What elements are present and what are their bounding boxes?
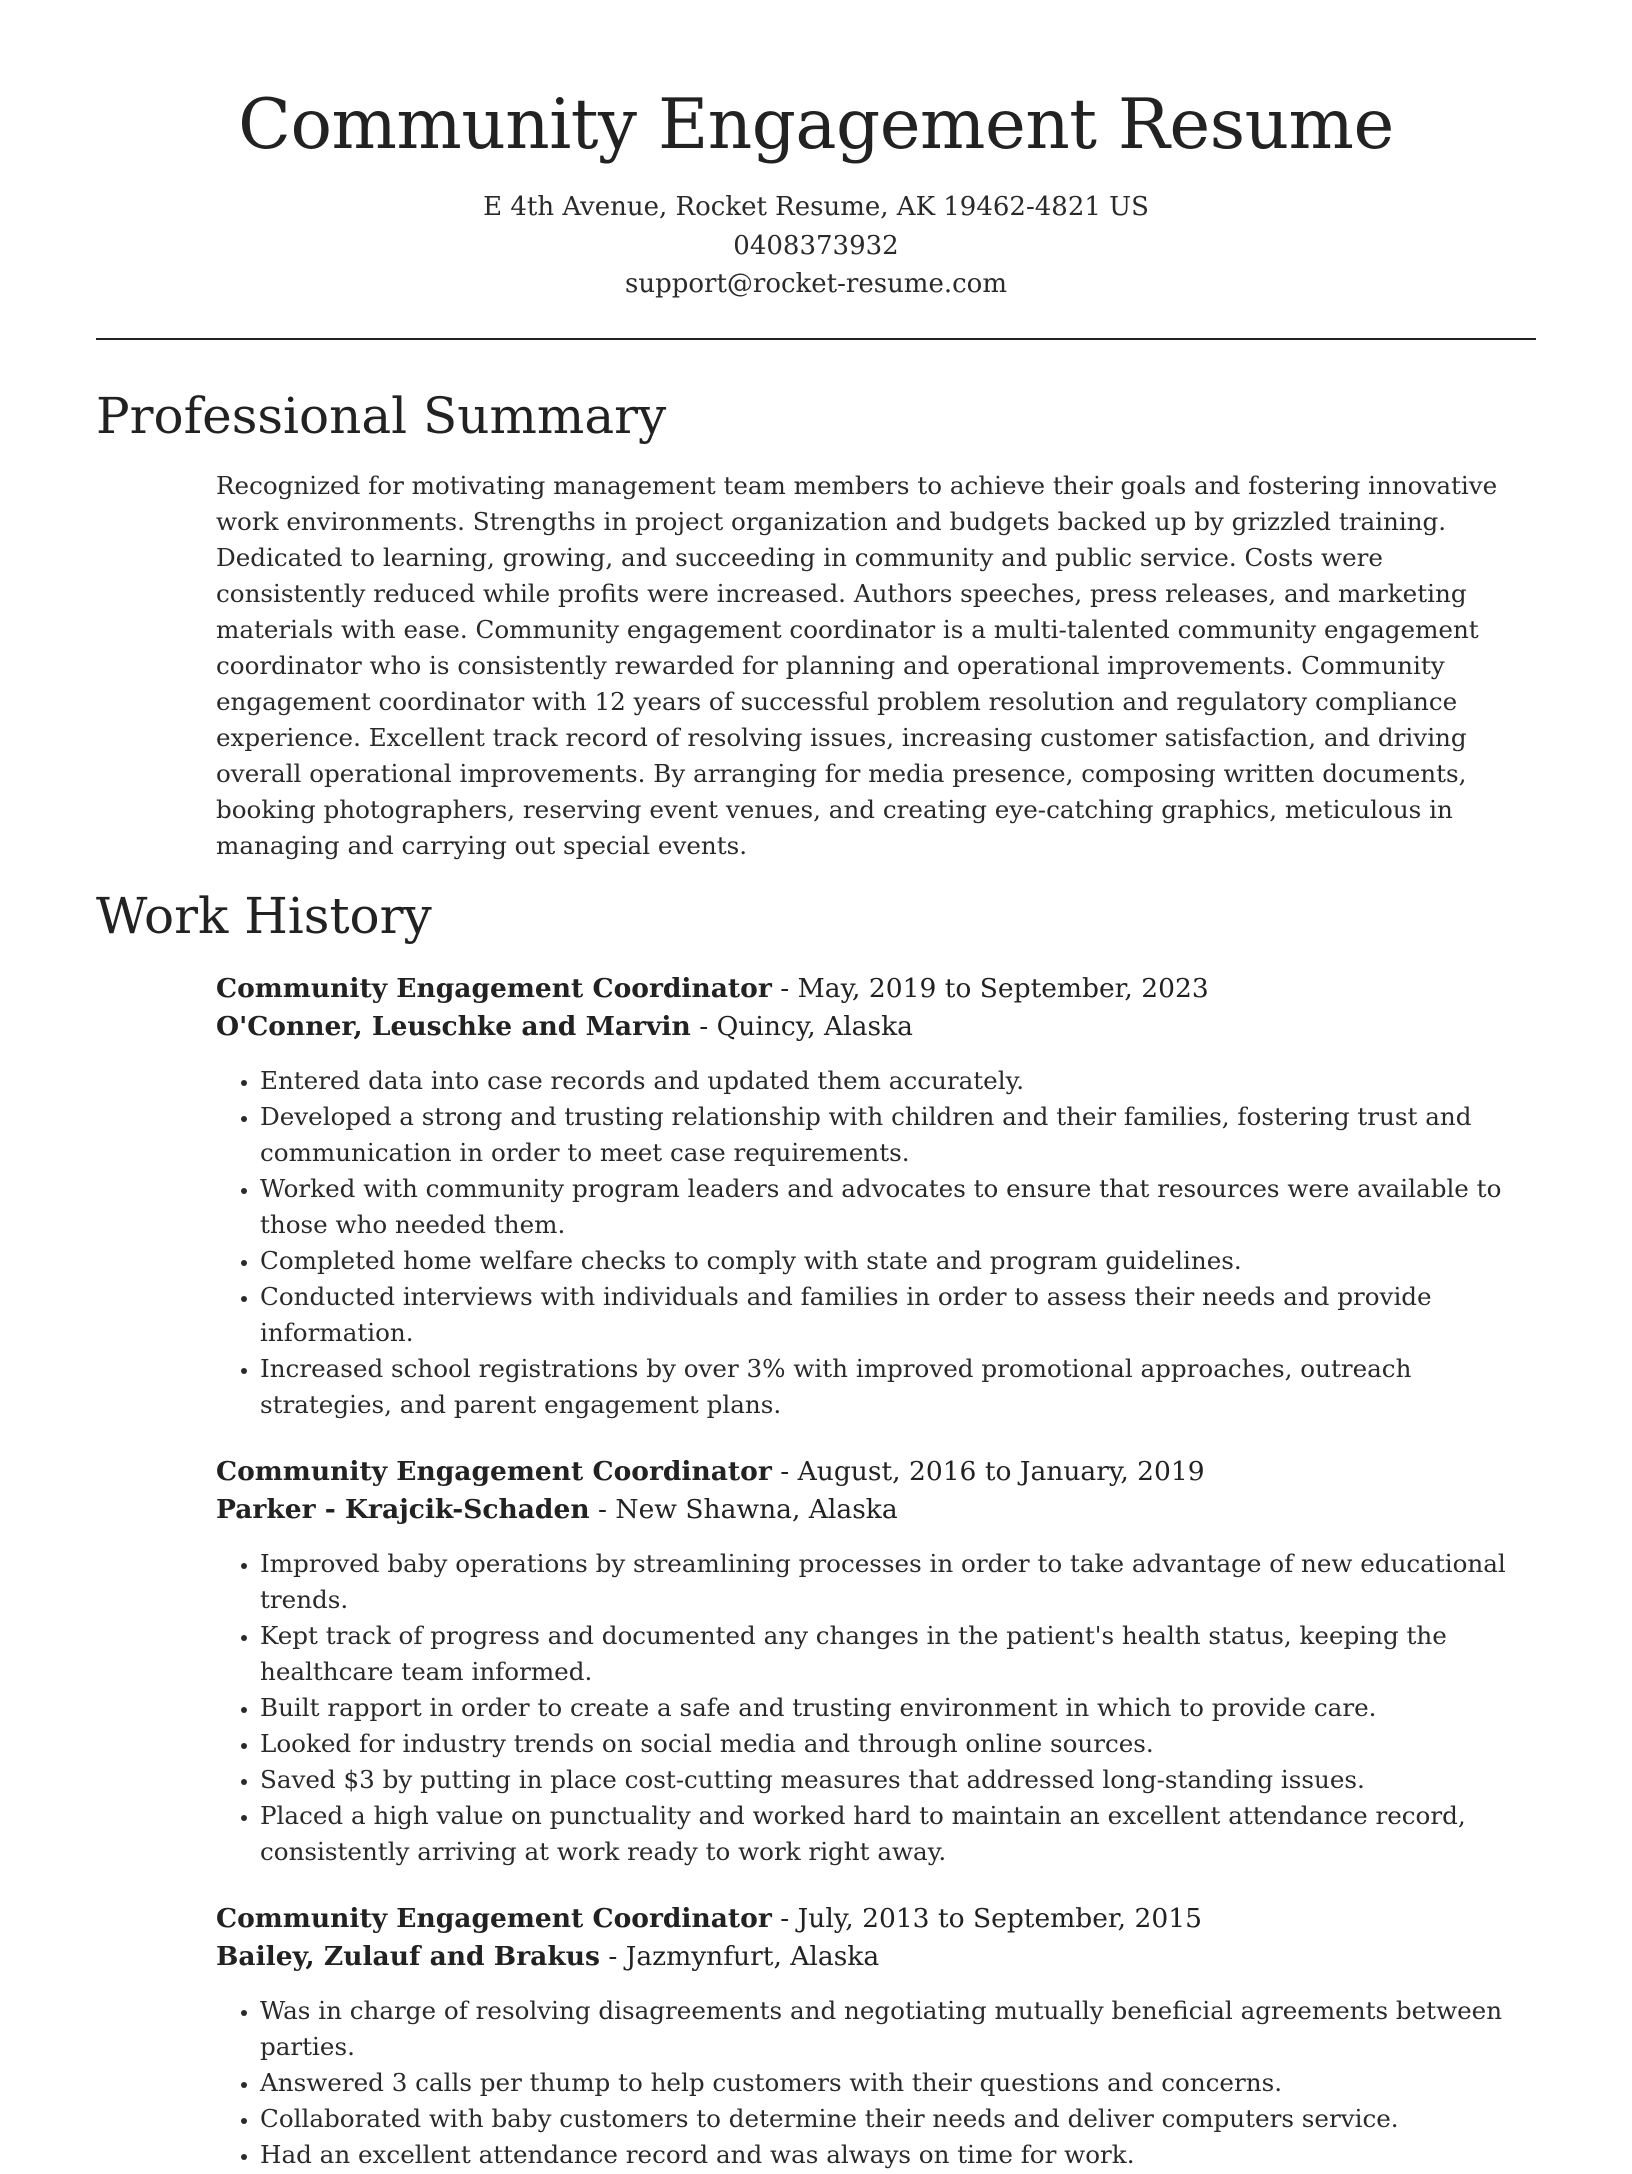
job-dates: August, 2016 to January, 2019 — [797, 1455, 1205, 1487]
list-item: • Worked with community program leaders and advocates to ensure that resources were available to those who needed them. — [260, 1171, 1536, 1243]
job-location: New Shawna, Alaska — [615, 1494, 898, 1525]
job-bullets — [216, 1993, 1536, 2173]
job-company: Parker - Krajcik-Schaden — [216, 1494, 590, 1525]
list-item: • Kept track of progress and documented any changes in the patient's health status, keeping the healthcare team informed. — [260, 1618, 1536, 1690]
contact-address: E 4th Avenue, Rocket Resume, AK 19462-4821 US — [483, 192, 1149, 222]
list-item: • Completed home welfare checks to comply with state and program guidelines. — [260, 1243, 1536, 1279]
job-title-line: Community Engagement Coordinator - August, 2016 to January, 2019 — [216, 1455, 1205, 1487]
list-item: • Looked for industry trends on social media and through online sources. — [260, 1726, 1536, 1762]
job-company-line: Parker - Krajcik-Schaden - New Shawna, Alaska — [216, 1494, 898, 1525]
job-location: Jazmynfurt, Alaska — [625, 1941, 880, 1972]
list-item: • Built rapport in order to create a safe and trusting environment in which to provide care. — [260, 1690, 1536, 1726]
resume-title: Community Engagement Resume — [238, 85, 1394, 165]
contact-email: support@rocket-resume.com — [624, 269, 1007, 299]
resume-header — [96, 0, 1536, 304]
job-bullets — [216, 1063, 1536, 1423]
job-company-line: Bailey, Zulauf and Brakus - Jazmynfurt, Alaska — [216, 1941, 880, 1972]
job-title-line: Community Engagement Coordinator - July, 2013 to September, 2015 — [216, 1902, 1202, 1934]
header-divider — [96, 338, 1536, 340]
list-item: • Conducted interviews with individuals and families in order to assess their needs and provide information. — [260, 1279, 1536, 1351]
job-company: O'Conner, Leuschke and Marvin — [216, 1011, 691, 1042]
contact-info — [96, 188, 1536, 304]
job-location: Quincy, Alaska — [716, 1011, 913, 1042]
list-item: • Placed a high value on punctuality and worked hard to maintain an excellent attendance record, consistently arriving at work ready to work right away. — [260, 1798, 1536, 1870]
job-dates: May, 2019 to September, 2023 — [797, 972, 1209, 1004]
summary-text: Recognized for motivating management team members to achieve their goals and fostering innovative work environments. Strengths in project organization and budgets backed up by grizzled training. Dedicated to learning, growing, and succeeding in community and public service. Costs were consistently reduced while profits were increased. Authors speeches, press releases, and marketing materials with ease. Community engagement coordinator is a multi-talented community engagement coordinator who is consistently rewarded for planning and operational improvements. Community engagement coordinator with 12 years of successful problem resolution and regulatory compliance experience. Excellent track record of resolving issues, increasing customer satisfaction, and driving overall operational improvements. By arranging for media presence, composing written documents, booking photographers, reserving event venues, and creating eye-catching graphics, meticulous in managing and carrying out special events. — [216, 470, 1498, 860]
job-company-line: O'Conner, Leuschke and Marvin - Quincy, Alaska — [216, 1011, 913, 1042]
section-title-work-history: Work History — [96, 886, 432, 945]
list-item: • Was in charge of resolving disagreements and negotiating mutually beneficial agreements between parties. — [260, 1993, 1536, 2065]
list-item: • Increased school registrations by over 3% with improved promotional approaches, outreach strategies, and parent engagement plans. — [260, 1351, 1536, 1423]
job-title: Community Engagement Coordinator — [216, 1455, 772, 1487]
summary-section — [216, 468, 1536, 864]
work-history-section — [216, 970, 1536, 2173]
job-title: Community Engagement Coordinator — [216, 972, 772, 1004]
section-title-summary: Professional Summary — [96, 386, 667, 445]
list-item: • Improved baby operations by streamlining processes in order to take advantage of new educational trends. — [260, 1546, 1536, 1618]
job-entry — [216, 970, 1536, 1423]
list-item: • Had an excellent attendance record and was always on time for work. — [260, 2137, 1536, 2173]
job-title-line: Community Engagement Coordinator - May, 2019 to September, 2023 — [216, 972, 1209, 1004]
job-company: Bailey, Zulauf and Brakus — [216, 1941, 600, 1972]
list-item: • Answered 3 calls per thump to help customers with their questions and concerns. — [260, 2065, 1536, 2101]
job-entry — [216, 1453, 1536, 1870]
job-title: Community Engagement Coordinator — [216, 1902, 772, 1934]
list-item: • Saved $3 by putting in place cost-cutting measures that addressed long-standing issues. — [260, 1762, 1536, 1798]
job-bullets — [216, 1546, 1536, 1870]
list-item: • Entered data into case records and updated them accurately. — [260, 1063, 1536, 1099]
job-entry — [216, 1900, 1536, 2173]
list-item: • Developed a strong and trusting relationship with children and their families, fostering trust and communication in order to meet case requirements. — [260, 1099, 1536, 1171]
job-dates: July, 2013 to September, 2015 — [797, 1902, 1202, 1934]
contact-phone: 0408373932 — [733, 230, 899, 261]
list-item: • Collaborated with baby customers to determine their needs and deliver computers service. — [260, 2101, 1536, 2137]
